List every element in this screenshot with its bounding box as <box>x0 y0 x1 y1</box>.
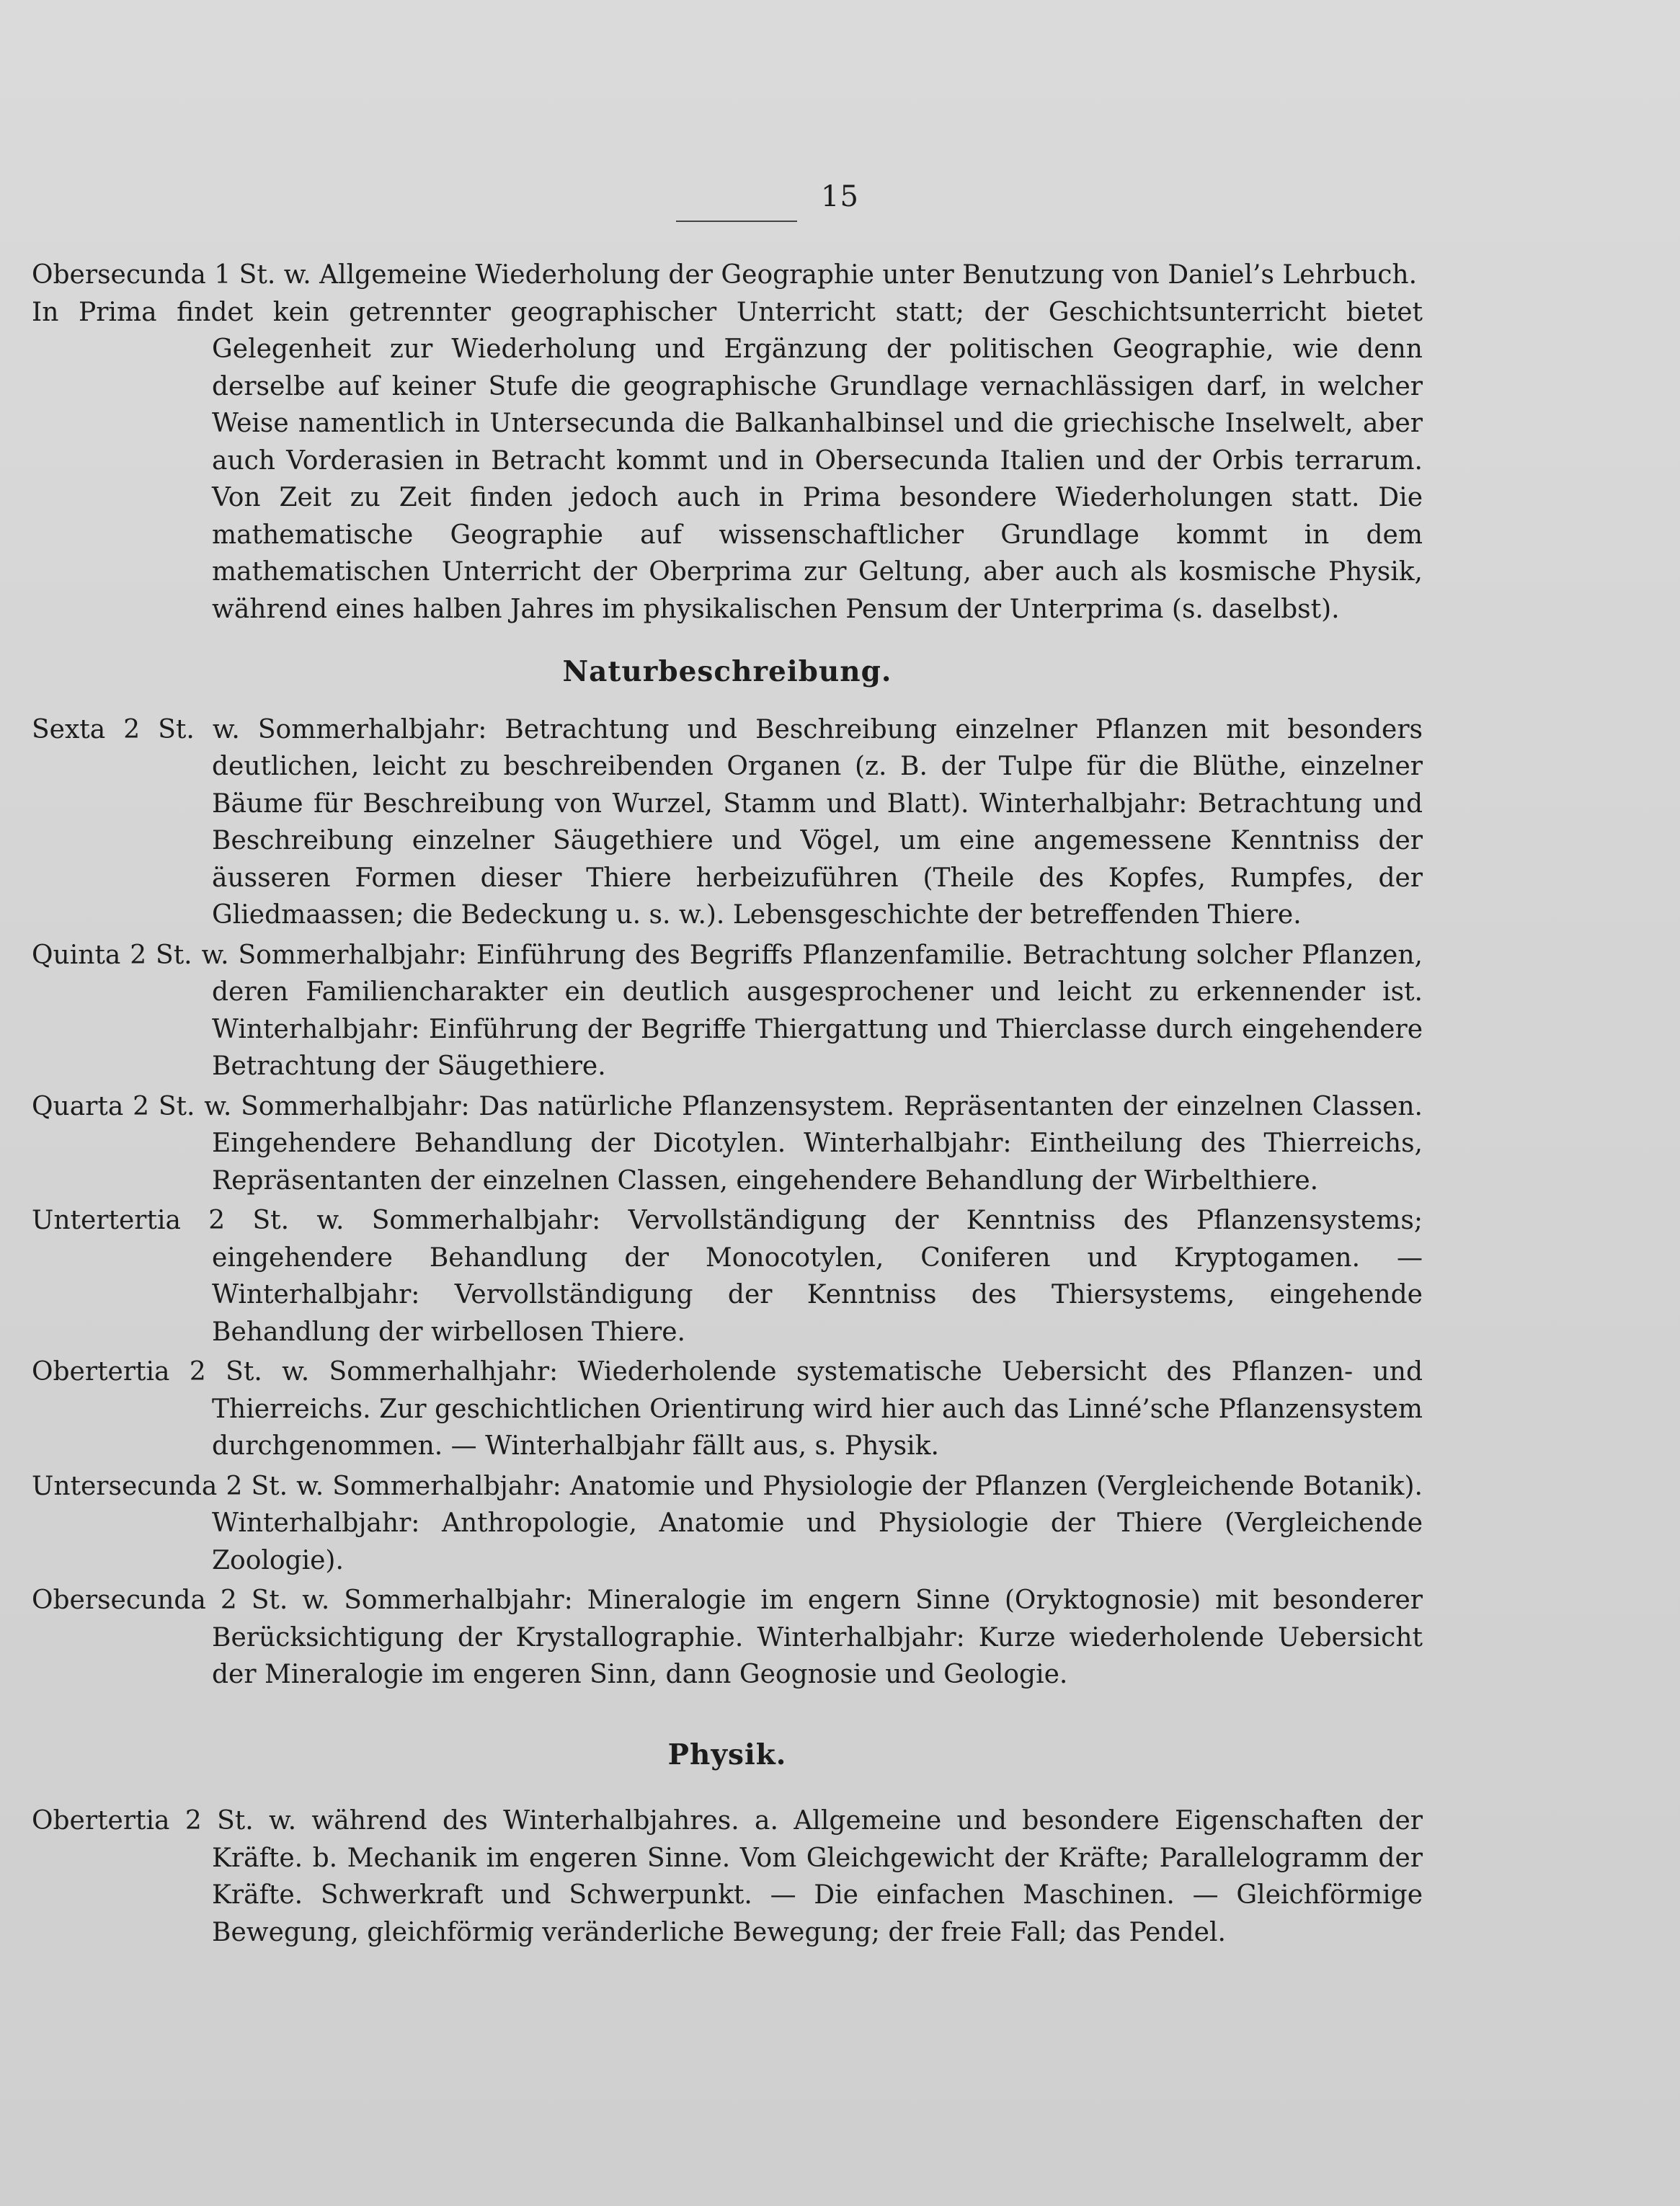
paragraph-prima-geography <box>32 294 1423 628</box>
entry-sexta <box>32 711 1423 934</box>
page-content <box>32 257 1423 1954</box>
page-number: 15 <box>821 180 859 213</box>
entry-quinta <box>32 937 1423 1085</box>
entry-label: Untertertia 2 St. w. <box>32 1206 345 1235</box>
entry-label: Obersecunda 2 St. w. <box>32 1585 330 1615</box>
entry-text: Sommerhalbjahr: Mineralogie im engern Sinne (Oryktognosie) mit besonderer Berücksichtigung der Krystallographie. Winterhalbjahr: Kurze wiederholende Uebersicht der Mineralogie im engeren Sinn, dann Geognosie und Geologie. <box>212 1585 1423 1689</box>
entry-text: Sommerhalhjahr: Wiederholende systematische Uebersicht des Pflanzen- und Thierreichs. Zur geschichtlichen Orientirung wird hier auch das Linné’sche Pflanzensystem durchgenommen. — Winterhalbjahr fällt aus, s. Physik. <box>212 1357 1423 1461</box>
entry-label: Sexta 2 St. w. <box>32 714 240 744</box>
entry-label: Untersecunda 2 St. w. <box>32 1471 324 1501</box>
entry-text: Sommerhalbjahr: Vervollständigung der Kenntniss des Pflanzensystems; eingehendere Behandlung der Monocotylen, Coniferen und Kryptogamen. — Winterhalbjahr: Vervollständigung der Kenntniss des Thiersystems, eingehende Behandlung der wirbellosen Thiere. <box>212 1206 1423 1347</box>
section-heading-naturbeschreibung: Naturbeschreibung. <box>562 655 892 688</box>
entry-text: Sommerhalbjahr: Das natürliche Pflanzensystem. Repräsentanten der einzelnen Classen. Eingehendere Behandlung der Dicotylen. Winterhalbjahr: Eintheilung des Thierreichs, Repräsentanten der einzelnen Classen, eingehendere Behandlung der Wirbelthiere. <box>212 1091 1423 1196</box>
entry-label: In Prima <box>32 297 157 327</box>
entry-untersecunda <box>32 1468 1423 1580</box>
page-number-rule <box>676 221 797 222</box>
entry-text: findet kein getrennter geographischer Unterricht statt; der Geschichtsunterricht bietet Gelegenheit zur Wiederholung und Ergänzung der politischen Geographie, wie denn derselbe auf keiner Stufe die geographische Grundlage vernachlässigen darf, in welcher Weise namentlich in Untersecunda die Balkanhalbinsel und die griechische Inselwelt, aber auch Vorderasien in Betracht kommt und in Obersecunda Italien und der Orbis terrarum. Von Zeit zu Zeit finden jedoch auch in Prima besondere Wiederholungen statt. Die mathematische Geographie auf wissenschaftlicher Grundlage kommt in dem mathematischen Unterricht der Oberprima zur Geltung, aber auch als kosmische Physik, während eines halben Jahres im physikalischen Pensum der Unterprima (s. daselbst). <box>177 297 1423 624</box>
entry-text: Allgemeine Wiederholung der Geographie unter Benutzung von Daniel’s Lehrbuch. <box>319 260 1418 290</box>
entry-quarta <box>32 1088 1423 1200</box>
entry-label: Quinta 2 St. w. <box>32 940 229 970</box>
entry-label: Quarta 2 St. w. <box>32 1091 232 1121</box>
section-heading-physik: Physik. <box>667 1738 787 1771</box>
entry-label: Obertertia 2 St. w. <box>32 1806 297 1836</box>
entry-text: während des Winterhalbjahres. a. Allgemeine und besondere Eigenschaften der Kräfte. b. Mechanik im engeren Sinne. Vom Gleichgewicht der Kräfte; Parallelogramm der Kräfte. Schwerkraft und Schwerpunkt. — Die einfachen Maschinen. — Gleichförmige Bewegung, gleichförmig veränderliche Bewegung; der freie Fall; das Pendel. <box>212 1806 1423 1947</box>
entry-physik-obertertia <box>32 1802 1423 1951</box>
entry-text: Sommerhalbjahr: Anatomie und Physiologie der Pflanzen (Vergleichende Botanik). Winterhalbjahr: Anthropologie, Anatomie und Physiologie der Thiere (Vergleichende Zoologie). <box>212 1471 1423 1575</box>
entry-obertertia <box>32 1353 1423 1465</box>
entry-text: Sommerhalbjahr: Einführung des Begriffs Pflanzenfamilie. Betrachtung solcher Pflanzen, deren Familiencharakter ein deutlich ausgesprochener und leicht zu erkennender ist. Winterhalbjahr: Einführung der Begriffe Thiergattung und Thierclasse durch eingehendere Betrachtung der Säugethiere. <box>212 940 1423 1081</box>
entry-untertertia <box>32 1202 1423 1351</box>
entry-label: Obersecunda 1 St. w. <box>32 260 311 290</box>
paragraph-obersecunda-geography <box>32 257 1423 294</box>
entry-text: Sommerhalbjahr: Betrachtung und Beschreibung einzelner Pflanzen mit besonders deutlichen, leicht zu beschreibenden Organen (z. B. der Tulpe für die Blüthe, einzelner Bäume für Beschreibung von Wurzel, Stamm und Blatt). Winterhalbjahr: Betrachtung und Beschreibung einzelner Säugethiere und Vögel, um eine angemessene Kenntniss der äusseren Formen dieser Thiere herbeizuführen (Theile des Kopfes, Rumpfes, der Gliedmaassen; die Bedeckung u. s. w.). Lebensgeschichte der betreffenden Thiere. <box>212 714 1423 930</box>
entry-label: Obertertia 2 St. w. <box>32 1357 310 1387</box>
entry-obersecunda <box>32 1582 1423 1694</box>
